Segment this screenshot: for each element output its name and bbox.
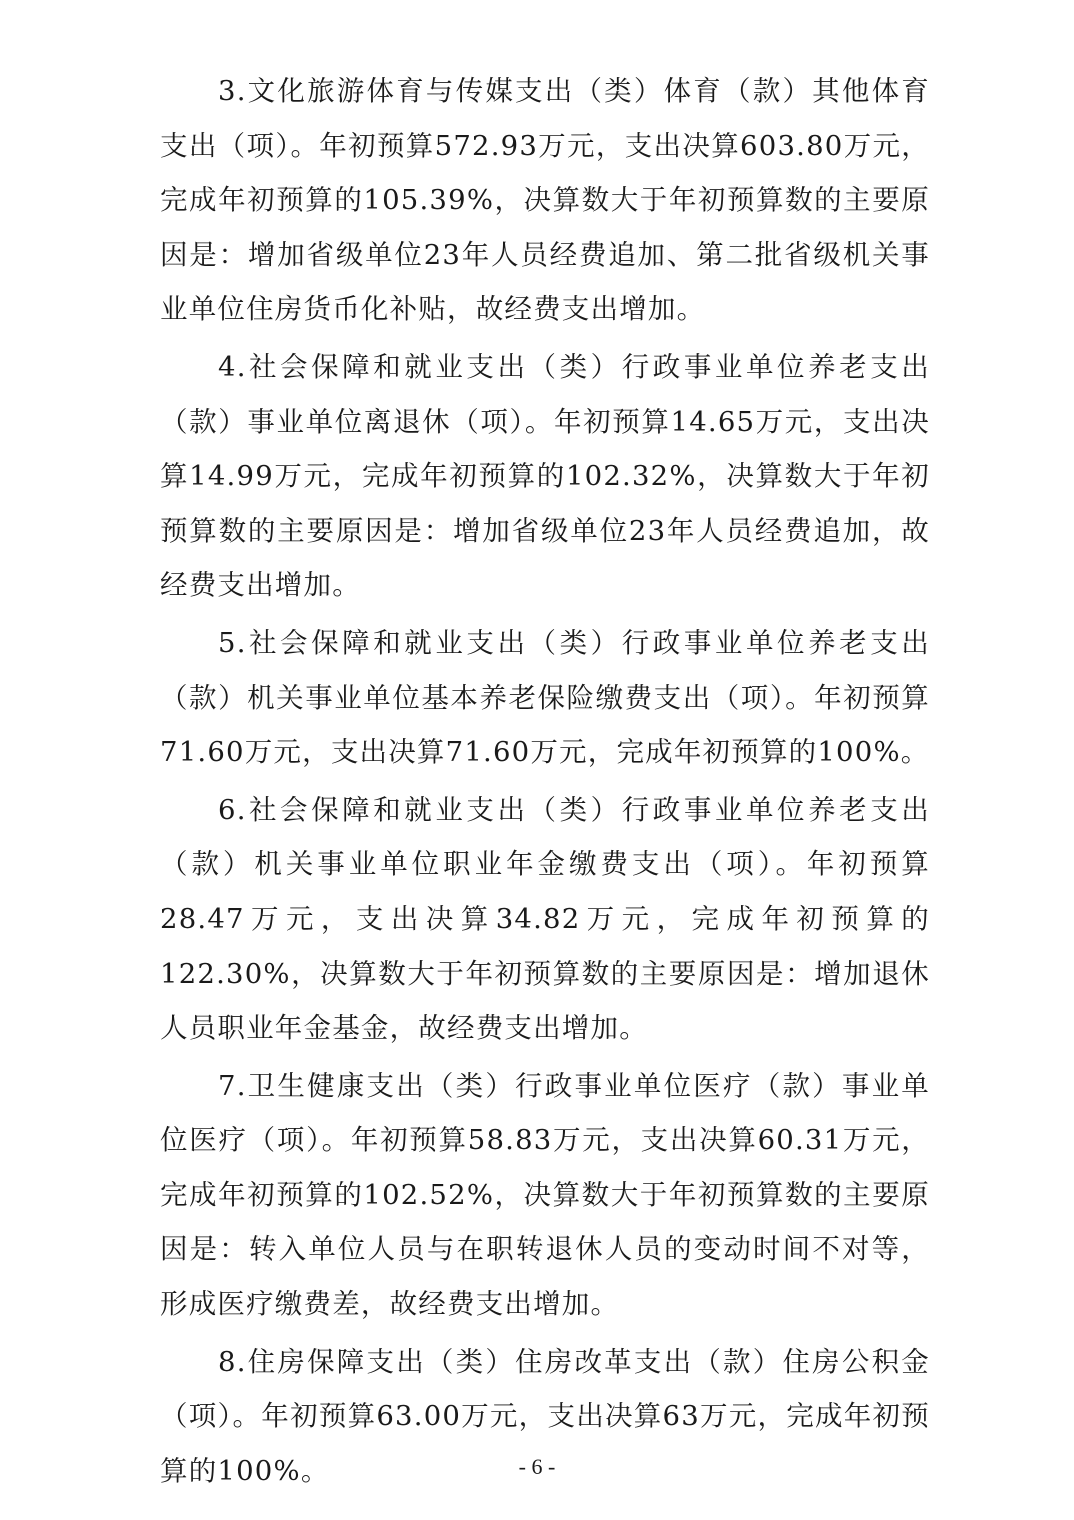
- paragraph-item-3: 3.文化旅游体育与传媒支出（类）体育（款）其他体育支出（项）。年初预算572.93万元，支出决算603.80万元，完成年初预算的105.39%，决算数大于年初预算数的主要原因是：增加省级单位23年人员经费追加、第二批省级机关事业单位住房货币化补贴，故经费支出增加。: [160, 75, 930, 326]
- paragraph-item-8: 8.住房保障支出（类）住房改革支出（款）住房公积金（项）。年初预算63.00万元，支出决算63万元，完成年初预算的100%。: [160, 1345, 930, 1487]
- page-number: - 6 -: [518, 1454, 556, 1479]
- paragraph-item-5: 5.社会保障和就业支出（类）行政事业单位养老支出（款）机关事业单位基本养老保险缴费支出（项）。年初预算71.60万元，支出决算71.60万元，完成年初预算的100%。: [160, 626, 930, 769]
- paragraph-item-4: 4.社会保障和就业支出（类）行政事业单位养老支出（款）事业单位离退休（项）。年初预算14.65万元，支出决算14.99万元，完成年初预算的102.32%，决算数大于年初预算数的主要原因是：增加省级单位23年人员经费追加，故经费支出增加。: [160, 350, 930, 602]
- paragraph-item-7: 7.卫生健康支出（类）行政事业单位医疗（款）事业单位医疗（项）。年初预算58.83万元，支出决算60.31万元，完成年初预算的102.52%，决算数大于年初预算数的主要原因是：转入单位人员与在职转退休人员的变动时间不对等，形成医疗缴费差，故经费支出增加。: [160, 1069, 930, 1321]
- document-body: [160, 64, 930, 1501]
- paragraph-item-6: 6.社会保障和就业支出（类）行政事业单位养老支出（款）机关事业单位职业年金缴费支出（项）。年初预算28.47万元，支出决算34.82万元，完成年初预算的122.30%，决算数大于年初预算数的主要原因是：增加退休人员职业年金基金，故经费支出增加。: [160, 793, 930, 1045]
